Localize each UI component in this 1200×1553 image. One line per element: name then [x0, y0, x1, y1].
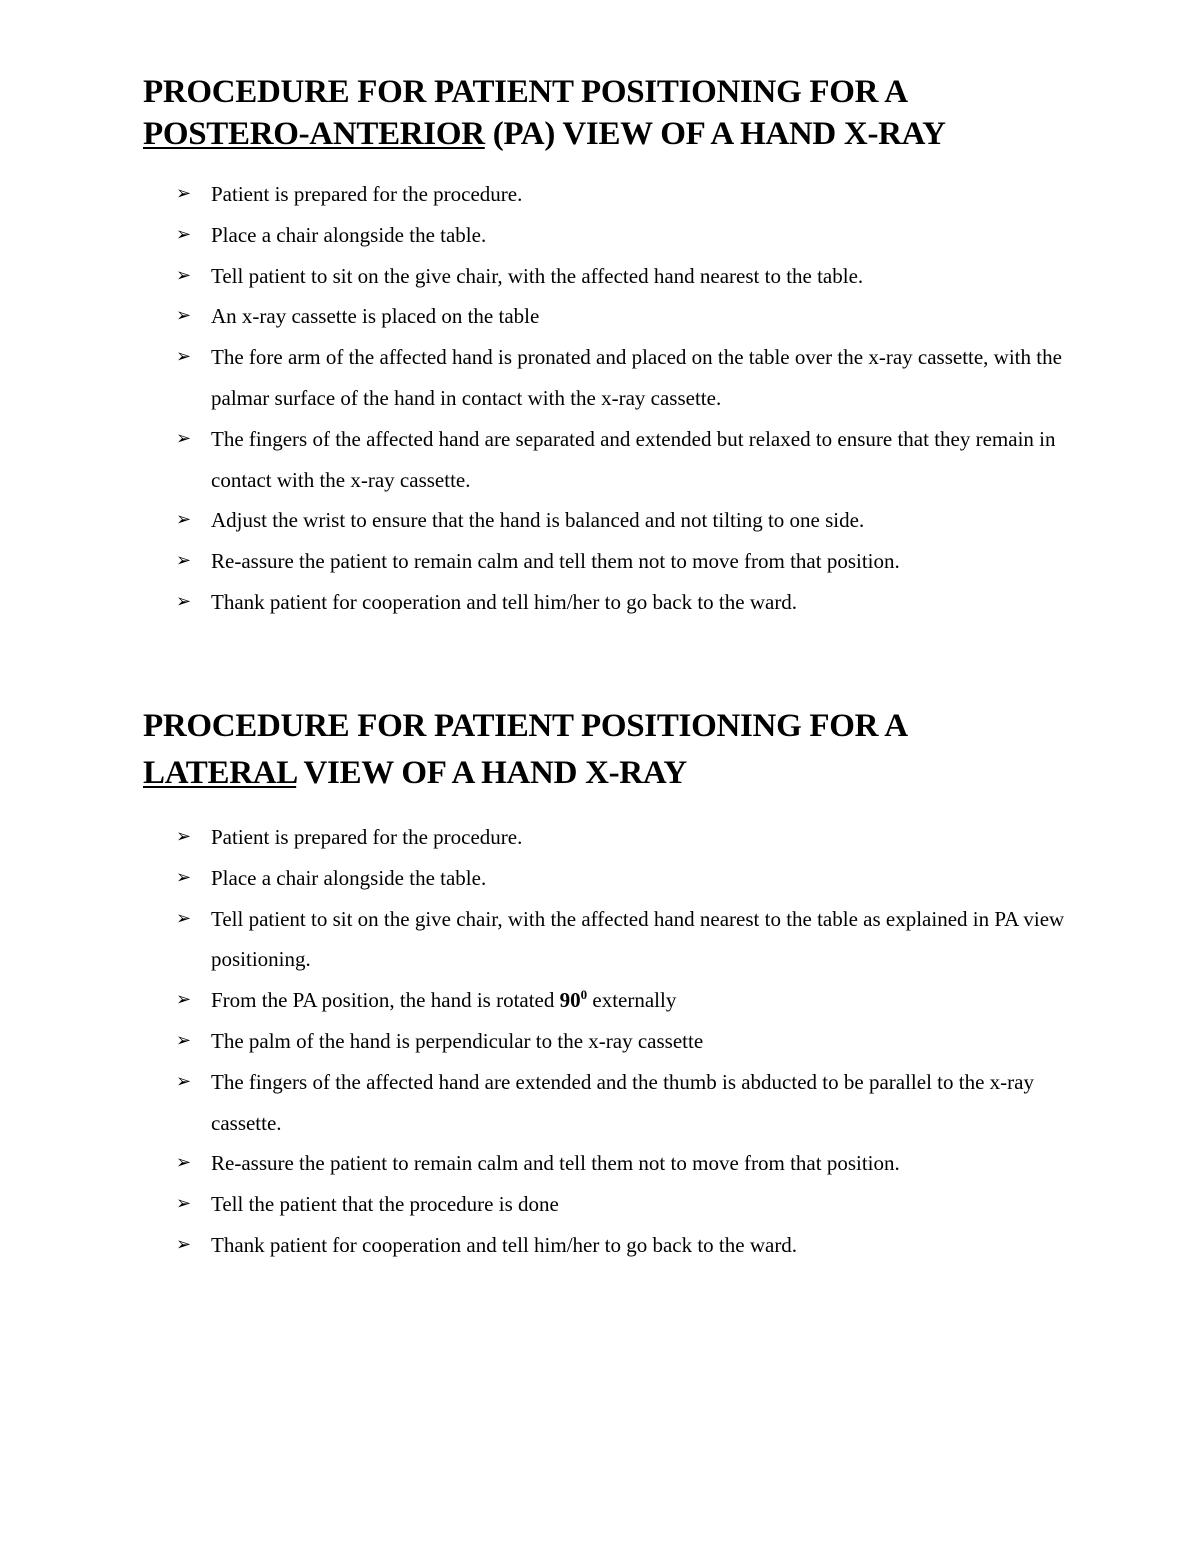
- pa-steps-list: [176, 174, 1076, 623]
- arrow-bullet-icon: ➢: [176, 1233, 192, 1255]
- arrow-bullet-icon: ➢: [176, 826, 192, 847]
- arrow-bullet-icon: ➢: [176, 1070, 192, 1092]
- pa-heading-underlined-term: POSTERO-ANTERIOR: [143, 116, 485, 152]
- list-item: ➢ Adjust the wrist to ensure that the hand is balanced and not tilting to one side.: [176, 500, 1076, 541]
- list-item: ➢ Patient is prepared for the procedure.: [176, 174, 1076, 215]
- pa-heading-rest: (PA) VIEW OF A HAND X-RAY: [484, 116, 946, 152]
- arrow-bullet-icon: ➢: [176, 866, 192, 888]
- arrow-bullet-icon: ➢: [176, 1193, 192, 1215]
- lateral-heading-rest: VIEW OF A HAND X-RAY: [296, 755, 687, 791]
- arrow-bullet-icon: ➢: [176, 1029, 192, 1051]
- list-item: ➢ Place a chair alongside the table.: [176, 215, 1076, 256]
- arrow-bullet-icon: ➢: [176, 223, 192, 245]
- list-item: ➢ Thank patient for cooperation and tell him/her to go back to the ward.: [176, 582, 1076, 623]
- arrow-bullet-icon: ➢: [176, 550, 192, 572]
- list-item: ➢ Re-assure the patient to remain calm and tell them not to move from that position.: [176, 1143, 1076, 1184]
- list-item: ➢ Patient is prepared for the procedure.: [176, 817, 1076, 858]
- arrow-bullet-icon: ➢: [176, 590, 192, 612]
- arrow-bullet-icon: ➢: [176, 264, 192, 286]
- arrow-bullet-icon: ➢: [176, 989, 192, 1011]
- arrow-bullet-icon: ➢: [176, 305, 192, 327]
- list-item: ➢ Tell the patient that the procedure is done: [176, 1184, 1076, 1225]
- arrow-bullet-icon: ➢: [176, 1152, 192, 1174]
- pa-section-heading: [143, 71, 1103, 155]
- list-item: ➢ The fingers of the affected hand are separated and extended but relaxed to ensure that they remain in contact with the x-ray cassette.: [176, 419, 1076, 501]
- lateral-section-heading: [143, 703, 1103, 797]
- arrow-bullet-icon: ➢: [176, 183, 192, 204]
- list-item: ➢ Place a chair alongside the table.: [176, 858, 1076, 899]
- list-item: ➢ The palm of the hand is perpendicular to the x-ray cassette: [176, 1021, 1076, 1062]
- list-item: ➢ The fore arm of the affected hand is pronated and placed on the table over the x-ray cassette, with the palmar surface of the hand in contact with the x-ray cassette.: [176, 337, 1076, 419]
- arrow-bullet-icon: ➢: [176, 509, 192, 531]
- arrow-bullet-icon: ➢: [176, 907, 192, 929]
- arrow-bullet-icon: ➢: [176, 427, 192, 449]
- lateral-steps-list: [176, 817, 1076, 1266]
- list-item: ➢ The fingers of the affected hand are extended and the thumb is abducted to be parallel to the x-ray cassette.: [176, 1062, 1076, 1144]
- lateral-heading-line1: PROCEDURE FOR PATIENT POSITIONING FOR A: [143, 708, 908, 744]
- lateral-heading-underlined-term: LATERAL: [143, 755, 297, 791]
- list-item: ➢ An x-ray cassette is placed on the table: [176, 296, 1076, 337]
- list-item: ➢ Thank patient for cooperation and tell him/her to go back to the ward.: [176, 1225, 1076, 1266]
- arrow-bullet-icon: ➢: [176, 346, 192, 368]
- rotation-degrees: $90^0$: [559, 987, 588, 1013]
- pa-heading-line1: PROCEDURE FOR PATIENT POSITIONING FOR A: [143, 74, 908, 110]
- rotation-list-item: ➢ From the PA position, the hand is rotated $90^0$ externally: [176, 980, 1076, 1021]
- list-item: ➢ Tell patient to sit on the give chair, with the affected hand nearest to the table as explained in PA view positioning.: [176, 899, 1076, 981]
- list-item: ➢ Tell patient to sit on the give chair, with the affected hand nearest to the table.: [176, 256, 1076, 297]
- degree-superscript: 0: [580, 987, 588, 1003]
- list-item: ➢ Re-assure the patient to remain calm and tell them not to move from that position.: [176, 541, 1076, 582]
